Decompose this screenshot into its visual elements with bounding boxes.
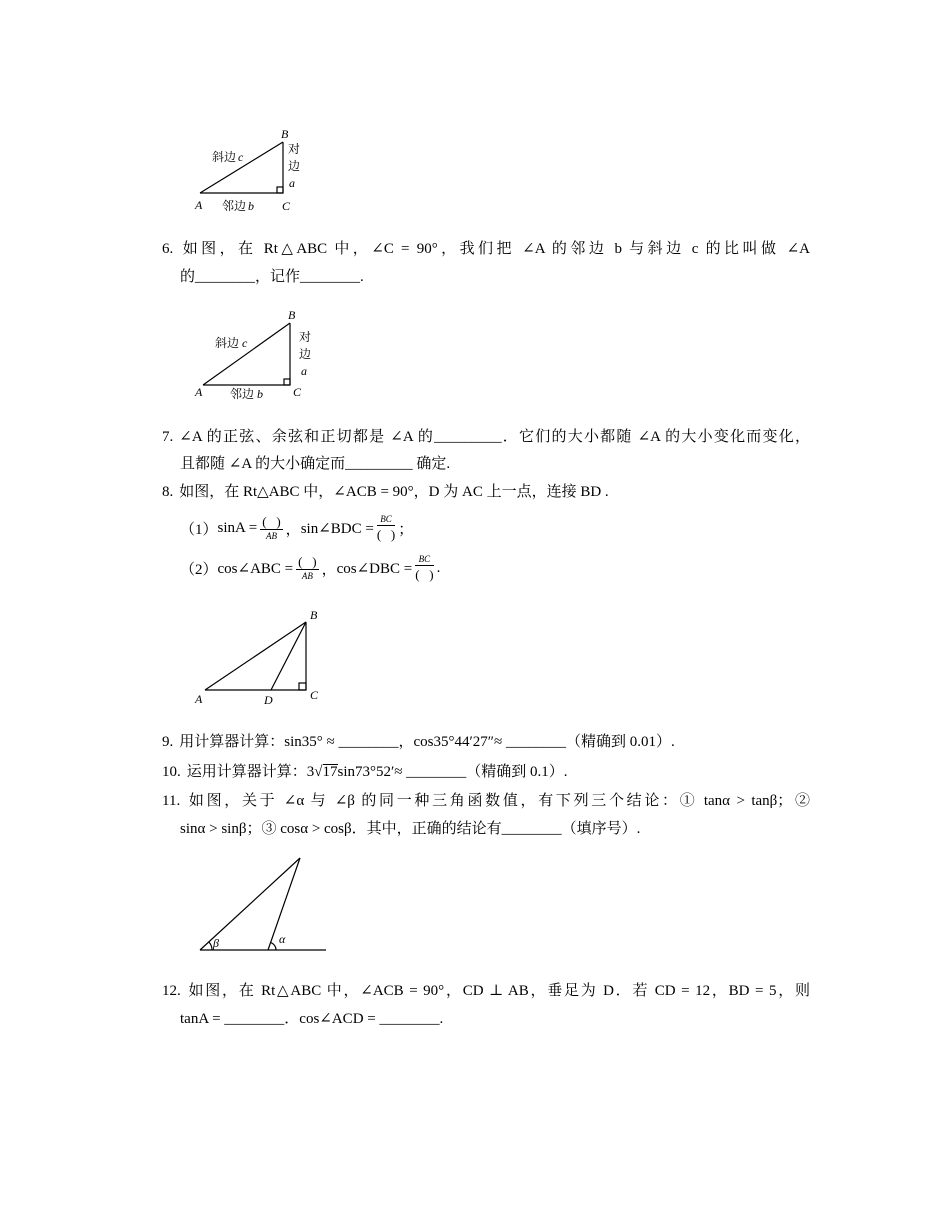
q8-part-1-left-expr: sinA = <box>217 519 258 536</box>
right-angle-mark <box>277 187 283 193</box>
q8-part-1-label: （1） <box>180 521 218 538</box>
q6-number: 6. <box>162 241 174 257</box>
adjacent-var-label: b <box>257 387 263 401</box>
q8-part-1-left-fraction <box>260 515 282 541</box>
hypotenuse-label: 斜边 <box>212 150 237 164</box>
q8-part-2-left-expr: cos∠ABC = <box>217 560 294 577</box>
q11-text-2: sinα > sinβ；③ cosα > cosβ．其中，正确的结论有________（填序号）. <box>180 821 641 837</box>
q8-part-1-right-expr: sin∠BDC = <box>300 520 374 537</box>
opposite-label-char-1: 对 <box>299 330 312 344</box>
beta-angle-arc <box>209 942 212 950</box>
figure-q6-triangle <box>194 308 311 401</box>
q7-text-2: 且都随 ∠A 的大小确定而_________ 确定. <box>180 456 451 472</box>
vertex-a-label: A <box>195 385 203 399</box>
q10-suffix: sin73°52′≈ ________（精确到 0.1）. <box>337 764 568 780</box>
vertex-b-label: B <box>288 308 296 322</box>
opposite-label-char-2: 边 <box>288 159 301 173</box>
q10-prefix: 运用计算器计算：3 <box>186 764 315 780</box>
q7-number: 7. <box>162 429 174 445</box>
fraction-denominator: AB <box>301 571 313 581</box>
adjacent-var-label: b <box>248 199 254 213</box>
q11-text-1: 如图，关于 ∠α 与 ∠β 的同一种三角函数值，有下列三个结论：① tanα > tanβ；② <box>186 793 810 809</box>
q8-part-2-end: . <box>436 559 441 576</box>
segment-bd <box>271 622 306 690</box>
adjacent-label: 邻边 <box>230 387 255 401</box>
opposite-label-char-2: 边 <box>299 347 312 361</box>
q9-number: 9. <box>162 734 174 750</box>
fraction-denominator: ( ) <box>415 567 434 582</box>
beta-label: β <box>213 936 219 950</box>
adjacent-label: 邻边 <box>222 199 247 213</box>
right-angle-mark <box>284 379 290 385</box>
q8-part-2-label: （2） <box>180 561 218 578</box>
side-ab <box>205 622 306 690</box>
vertex-c-label: C <box>282 199 291 213</box>
q11-line-1 <box>162 791 810 811</box>
vertex-a-label: A <box>195 692 203 706</box>
q10-line <box>162 762 568 782</box>
q7-line-2 <box>180 454 450 474</box>
fraction-numerator: BC <box>415 555 433 566</box>
q8-part-2 <box>180 551 440 585</box>
figure-q8-triangle <box>194 608 319 707</box>
radicand: 17 <box>322 764 338 780</box>
q12-text-1: 如图，在 Rt△ABC 中，∠ACB = 90°，CD ⊥ AB，垂足为 D．若 CD = 12，BD = 5，则 <box>186 983 810 999</box>
fraction-numerator: ( ) <box>262 514 281 529</box>
opposite-var-label: a <box>289 176 295 190</box>
q6-line-1 <box>162 239 810 259</box>
alpha-label: α <box>279 932 286 946</box>
hypotenuse-var-label: c <box>242 336 248 350</box>
q12-text-2: tanA = ________．cos∠ACD = ________. <box>180 1011 444 1027</box>
q9-text: 用计算器计算：sin35° ≈ ________，cos35°44′27″≈ ________（精确到 0.01）. <box>179 734 675 750</box>
q12-line-2 <box>180 1009 443 1029</box>
figure-q11-angles <box>200 858 326 950</box>
fraction-denominator: AB <box>265 531 277 541</box>
right-angle-mark <box>299 683 306 690</box>
q7-line-1 <box>162 427 810 447</box>
vertex-c-label: C <box>310 688 319 702</box>
q8-stem-line <box>162 482 609 502</box>
q12-number: 12. <box>162 983 181 999</box>
hypotenuse-var-label: c <box>238 150 244 164</box>
figure-top-triangle <box>194 127 300 213</box>
q8-stem: 如图，在 Rt△ABC 中，∠ACB = 90°，D 为 AC 上一点，连接 BD . <box>179 484 609 500</box>
q11-number: 11. <box>162 793 181 809</box>
vertex-b-label: B <box>281 127 289 141</box>
q11-line-2 <box>180 819 640 839</box>
hypotenuse-side <box>203 323 290 385</box>
q8-part-1-right-fraction <box>377 515 395 541</box>
q8-part-2-separator: ， <box>321 561 337 578</box>
opposite-label-char-1: 对 <box>288 142 301 156</box>
q8-part-2-left-fraction <box>296 555 318 581</box>
q8-number: 8. <box>162 484 174 500</box>
vertex-c-label: C <box>293 385 302 399</box>
vertex-b-label: B <box>310 608 318 622</box>
radical-sign: √ <box>314 764 323 780</box>
point-d-label: D <box>264 693 273 707</box>
fraction-numerator: BC <box>377 515 395 526</box>
fraction-numerator: ( ) <box>298 554 317 569</box>
hypotenuse-label: 斜边 <box>215 336 240 350</box>
q12-line-1 <box>162 981 810 1001</box>
fraction-denominator: ( ) <box>376 527 396 542</box>
q8-part-1-end: ； <box>398 521 414 538</box>
q8-part-2-right-fraction <box>415 555 433 581</box>
q8-part-1 <box>180 511 413 545</box>
vertex-a-label: A <box>195 198 203 212</box>
alpha-angle-arc <box>271 942 276 950</box>
q9-line <box>162 732 675 752</box>
opposite-var-label: a <box>301 364 307 378</box>
q10-number: 10. <box>162 764 181 780</box>
q7-text-1: ∠A 的正弦、余弦和正切都是 ∠A 的_________．它们的大小都随 ∠A 的大小变化而变化， <box>179 429 810 445</box>
q6-line-2 <box>180 267 364 287</box>
q8-part-1-separator: ， <box>285 521 301 538</box>
q6-text-1: 如图，在 Rt△ABC 中，∠C = 90°，我们把 ∠A 的邻边 b 与斜边 c 的比叫做 ∠A <box>179 241 810 257</box>
q6-text-2: 的________，记作________. <box>180 269 364 285</box>
q8-part-2-right-expr: cos∠DBC = <box>336 560 413 577</box>
